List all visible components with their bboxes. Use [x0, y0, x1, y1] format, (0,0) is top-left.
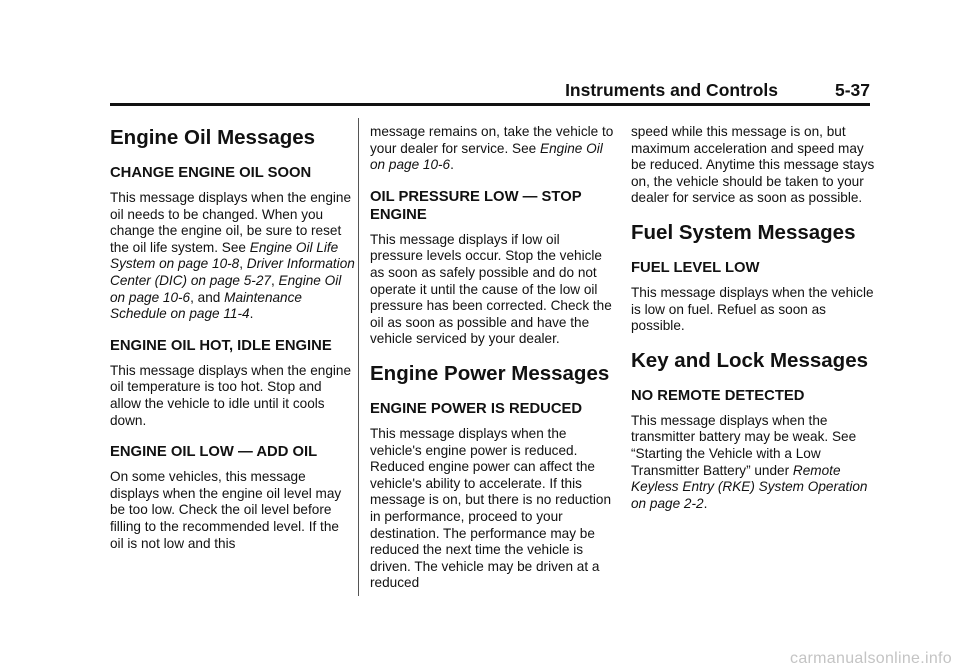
section-heading-engine-power: Engine Power Messages	[370, 361, 610, 385]
paragraph-engine-oil-low: On some vehicles, this message displays when the engine oil level may be too low. Check the oil level before filling to the recommended level. If the oil is not low and this	[110, 469, 342, 551]
paragraph-no-remote-detected	[631, 413, 876, 513]
text: ,	[239, 256, 247, 272]
text: , and	[190, 289, 225, 305]
subheading-oil-pressure-low: OIL PRESSURE LOW — STOP ENGINE	[370, 188, 582, 223]
text: .	[249, 306, 254, 322]
xref-oil-life-system[interactable]: Engine Oil Life System on page 10-8	[110, 239, 339, 272]
column-2	[370, 124, 615, 606]
text: message remains on, take the vehicle to your dealer for service. See	[370, 124, 614, 156]
paragraph-engine-oil-hot: This message displays when the engine oil temperature is too hot. Stop and allow the vehicle to idle until it cools down.	[110, 362, 352, 428]
section-heading-engine-oil: Engine Oil Messages	[110, 126, 316, 149]
text: ,	[270, 272, 279, 288]
page-number: 5-37	[834, 80, 870, 100]
paragraph-oil-low-continued	[370, 124, 615, 174]
header-title: Instruments and Controls	[565, 80, 778, 100]
text: This message displays when the transmitter battery may be weak. See “Starting the Vehicle with a Low Transmitter Battery” under	[631, 412, 857, 478]
xref-rke-system[interactable]: Remote Keyless Entry (RKE) System Operation on page 2-2	[631, 462, 868, 511]
subheading-fuel-level-low: FUEL LEVEL LOW	[631, 259, 760, 276]
watermark: carmanualsonline.info	[790, 650, 952, 667]
subheading-change-engine-oil: CHANGE ENGINE OIL SOON	[110, 165, 312, 181]
subheading-engine-power-reduced: ENGINE POWER IS REDUCED	[370, 400, 583, 417]
paragraph-power-reduced-continued: speed while this message is on, but maximum acceleration and speed may be reduced. Anytime this message stays on, the vehicle should be taken to your dealer for service as soon as possible.	[631, 124, 875, 206]
subheading-engine-oil-low: ENGINE OIL LOW — ADD OIL	[110, 444, 318, 461]
xref-engine-oil[interactable]: Engine Oil on page 10-6	[370, 140, 603, 173]
column-divider	[358, 118, 359, 596]
subheading-no-remote-detected: NO REMOTE DETECTED	[631, 387, 805, 404]
xref-maintenance-schedule[interactable]: Maintenance Schedule on page 11-4	[110, 289, 302, 322]
xref-dic[interactable]: Driver Information Center (DIC) on page 5-27	[110, 256, 355, 288]
paragraph-fuel-level-low: This message displays when the vehicle is low on fuel. Refuel as soon as possible.	[631, 284, 874, 334]
xref-engine-oil[interactable]: Engine Oil on page 10-6	[110, 272, 342, 305]
column-1	[110, 126, 355, 566]
text: .	[703, 495, 708, 511]
section-heading-key-lock: Key and Lock Messages	[631, 348, 868, 372]
column-3	[631, 124, 876, 526]
header-rule	[110, 103, 870, 106]
section-heading-fuel-system: Fuel System Messages	[631, 220, 856, 244]
text: This message displays when the engine oil needs to be changed. When you change the engine oil, be sure to reset the oil life system. See	[110, 190, 352, 255]
subheading-engine-oil-hot: ENGINE OIL HOT, IDLE ENGINE	[110, 337, 332, 354]
paragraph-engine-power-reduced: This message displays when the vehicle's engine power is reduced. Reduced engine power can affect the vehicle's ability to accelerate. If this message is on, but there is no reduction in performance, proceed to your destination. The performance may be reduced the next time the vehicle is driven. The vehicle may be driven at a reduced	[370, 425, 612, 591]
text: .	[450, 157, 454, 173]
paragraph-oil-pressure-low: This message displays if low oil pressure levels occur. Stop the vehicle as soon as safely possible and do not operate it until the cause of the low oil pressure has been corrected. Check the oil as soon as possible and have the vehicle serviced by your dealer.	[370, 231, 612, 347]
paragraph-change-engine-oil	[110, 190, 355, 323]
